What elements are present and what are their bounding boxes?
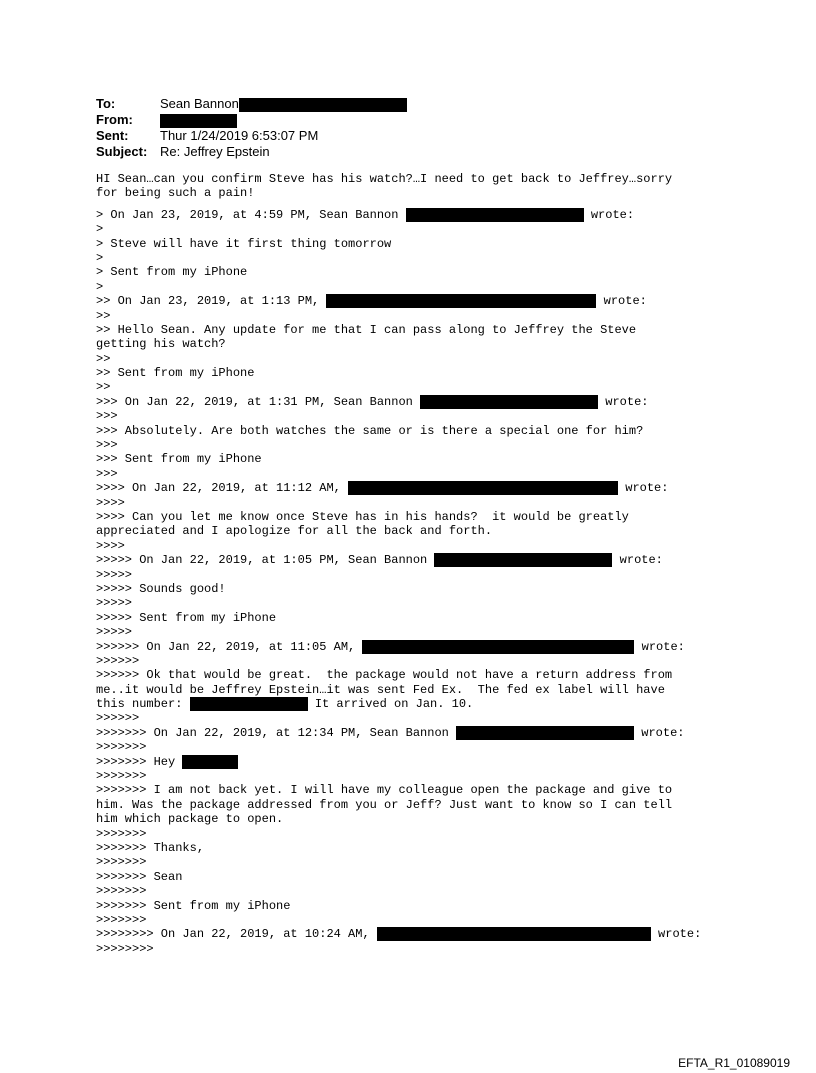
body-line: him which package to open. [96, 812, 284, 827]
body-line: >> Sent from my iPhone [96, 366, 255, 381]
redaction-bar [182, 755, 238, 769]
quote-header-wrote: wrote: [583, 207, 635, 222]
subject-value: Re: Jeffrey Epstein [160, 144, 270, 159]
quote-header-wrote: wrote: [598, 395, 649, 410]
quote-header [96, 927, 726, 941]
sent-label: Sent: [96, 128, 129, 143]
body-text: this number: [96, 697, 190, 712]
body-line: > Steve will have it first thing tomorrow [96, 236, 392, 251]
body-line: >>>> [96, 495, 125, 510]
body-line: >>>>>>> Sent from my iPhone [96, 898, 291, 913]
to-value [160, 96, 407, 112]
body-line: >>>>>> Ok that would be great. the package would not have a return address from [96, 668, 673, 683]
body-line: >> Hello Sean. Any update for me that I can pass along to Jeffrey the Steve [96, 322, 637, 337]
body-line: >>>>> Sounds good! [96, 581, 226, 596]
body-line: >>> Absolutely. Are both watches the same or is there a special one for him? [96, 423, 644, 438]
redaction-bar [434, 553, 612, 567]
quote-header-text: > On Jan 23, 2019, at 4:59 PM, Sean Bannon [96, 207, 406, 222]
quote-header [96, 553, 726, 567]
quote-header-wrote: wrote: [618, 481, 669, 496]
body-line: >>>>> [96, 596, 133, 611]
body-line: >>>>>> [96, 653, 140, 668]
from-label: From: [96, 112, 133, 127]
body-line: him. Was the package addressed from you or Jeff? Just want to know so I can tell [96, 797, 673, 812]
sent-value: Thur 1/24/2019 6:53:07 PM [160, 128, 319, 143]
body-line: >> [96, 308, 111, 323]
body-line: >>>>> [96, 567, 133, 582]
body-line: >>>>>>> [96, 826, 147, 841]
body-line [96, 755, 726, 769]
body-line: >> [96, 351, 111, 366]
body-line: >>> [96, 438, 118, 453]
quote-header [96, 294, 726, 308]
redaction-bar [456, 726, 634, 740]
quote-header-text: >>> On Jan 22, 2019, at 1:31 PM, Sean Bannon [96, 395, 421, 410]
body-line: >> [96, 380, 111, 395]
body-line: appreciated and I apologize for all the back and forth. [96, 524, 493, 539]
body-line: >>>>>>> [96, 884, 147, 899]
redaction-bar [348, 481, 618, 495]
quote-header-wrote: wrote: [634, 726, 685, 741]
quote-header [96, 726, 726, 740]
body-line: >>>>>>> I am not back yet. I will have my colleague open the package and give to [96, 783, 673, 798]
quote-header-text: >>>>>> On Jan 22, 2019, at 11:05 AM, [96, 639, 363, 654]
body-line: >>>>>>> [96, 740, 147, 755]
body-line: >>> [96, 466, 118, 481]
body-line: >>>>>>> Sean [96, 869, 183, 884]
redaction-bar [377, 927, 651, 941]
redaction-bar [160, 114, 237, 128]
body-line: > Sent from my iPhone [96, 265, 248, 280]
from-value [160, 112, 237, 128]
redaction-bar [420, 395, 598, 409]
body-line: >>>>>>> [96, 855, 147, 870]
body-line: >>>>>>>> [96, 941, 154, 956]
body-line: >>>>>>> Thanks, [96, 840, 205, 855]
body-line: for being such a pain! [96, 186, 255, 201]
quote-header-wrote: wrote: [634, 639, 685, 654]
quote-header-text: >> On Jan 23, 2019, at 1:13 PM, [96, 294, 327, 309]
quote-header-wrote: wrote: [596, 294, 647, 309]
redaction-bar [326, 294, 596, 308]
to-name: Sean Bannon [160, 96, 239, 111]
body-line: >>>>>> [96, 711, 140, 726]
body-line: >>> Sent from my iPhone [96, 452, 262, 467]
quote-header [96, 481, 726, 495]
body-line: >>> [96, 409, 118, 424]
quote-header-text: >>>>>>> On Jan 22, 2019, at 12:34 PM, Sean Bannon [96, 726, 457, 741]
body-line: >>>>>>> [96, 769, 147, 784]
body-line [96, 697, 726, 711]
to-label: To: [96, 96, 116, 111]
redaction-bar [239, 98, 407, 112]
redaction-bar [362, 640, 634, 654]
body-line: >>>> Can you let me know once Steve has in his hands? it would be greatly [96, 509, 629, 524]
body-line: > [96, 250, 104, 265]
document-id: EFTA_R1_01089019 [678, 1056, 790, 1070]
body-line: >>>>> [96, 625, 133, 640]
quote-header-text: >>>>>>>> On Jan 22, 2019, at 10:24 AM, [96, 927, 377, 942]
quote-header-text: >>>>> On Jan 22, 2019, at 1:05 PM, Sean Bannon [96, 553, 435, 568]
redaction-bar [190, 697, 308, 711]
subject-label: Subject: [96, 144, 148, 159]
quote-header-text: >>>> On Jan 22, 2019, at 11:12 AM, [96, 481, 349, 496]
body-text: It arrived on Jan. 10. [307, 697, 474, 712]
quote-header [96, 395, 726, 409]
redaction-bar [406, 208, 584, 222]
body-line: > [96, 222, 104, 237]
body-line: >>>>> Sent from my iPhone [96, 610, 277, 625]
email-body [96, 172, 726, 956]
body-line: > [96, 279, 104, 294]
body-line: >>>>>>> [96, 912, 147, 927]
quote-header [96, 208, 726, 222]
quote-header [96, 640, 726, 654]
body-line: HI Sean…can you confirm Steve has his watch?…I need to get back to Jeffrey…sorry [96, 172, 673, 186]
body-line: >>>> [96, 538, 125, 553]
body-line: getting his watch? [96, 337, 226, 352]
quote-header-wrote: wrote: [650, 927, 702, 942]
body-text: >>>>>>> Hey [96, 754, 183, 769]
body-line: me..it would be Jeffrey Epstein…it was sent Fed Ex. The fed ex label will have [96, 682, 665, 697]
quote-header-wrote: wrote: [612, 553, 663, 568]
